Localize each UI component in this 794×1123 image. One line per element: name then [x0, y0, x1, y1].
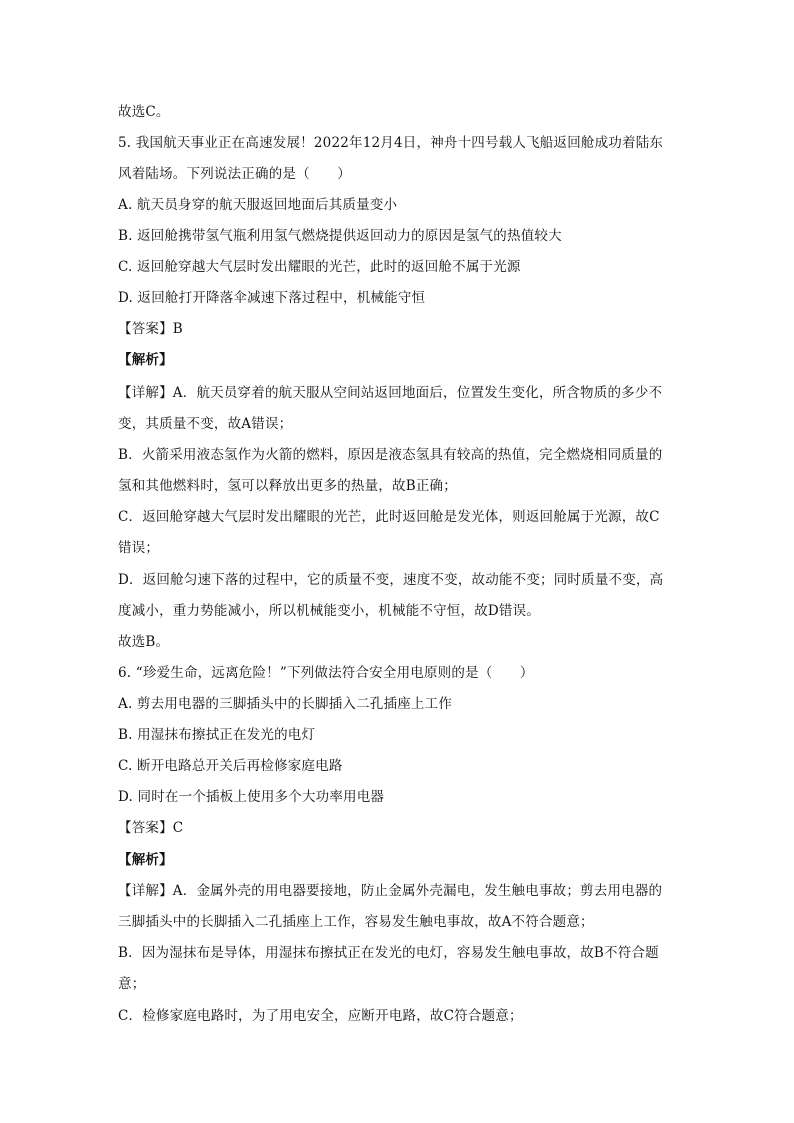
question-5-option-c: C. 返回舱穿越大气层时发出耀眼的光芒，此时的返回舱不属于光源 — [118, 259, 521, 275]
question-5-detail-line-6: 错误； — [118, 540, 160, 556]
question-5-detail-line-5: C．返回舱穿越大气层时发出耀眼的光芒，此时返回舱是发光体，则返回舱属于光源，故C — [118, 509, 660, 525]
question-5-detail-line-8: 度减小，重力势能减小，所以机械能变小，机械能不守恒，故D错误。 — [118, 603, 541, 619]
question-6-detail-line-2: 三脚插头中的长脚插入二孔插座上工作，容易发生触电事故，故A不符合题意； — [118, 914, 594, 930]
question-5-stem-line-1: 5. 我国航天事业正在高速发展！2022年12月4日，神舟十四号载人飞船返回舱成功着陆东 — [118, 135, 664, 151]
question-5-detail-line-3: B．火箭采用液态氢作为火箭的燃料，原因是液态氢具有较高的热值，完全燃烧相同质量的 — [118, 447, 663, 463]
question-6-detail-line-1: 【详解】A．金属外壳的用电器要接地，防止金属外壳漏电，发生触电事故；剪去用电器的 — [118, 883, 663, 899]
question-6-option-a: A. 剪去用电器的三脚插头中的长脚插入二孔插座上工作 — [118, 696, 453, 712]
question-5-detail-line-7: D．返回舱匀速下落的过程中，它的质量不变，速度不变，故动能不变；同时质量不变，高 — [118, 572, 664, 588]
question-5-detail-line-4: 氢和其他燃料时，氢可以释放出更多的热量，故B正确； — [118, 478, 457, 494]
question-5-option-b: B. 返回舱携带氢气瓶利用氢气燃烧提供返回动力的原因是氢气的热值较大 — [118, 228, 562, 244]
question-6-option-c: C. 断开电路总开关后再检修家庭电路 — [118, 758, 343, 774]
answer-conclusion-4: 故选C。 — [118, 104, 170, 120]
question-6-detail-line-3: B．因为湿抹布是导体，用湿抹布擦拭正在发光的电灯，容易发生触电事故，故B不符合题 — [118, 945, 659, 961]
question-5-detail-line-2: 变，其质量不变，故A错误； — [118, 416, 293, 432]
question-6-answer: 【答案】C — [118, 820, 184, 836]
question-6-analysis-heading: 【解析】 — [118, 852, 173, 868]
question-5-stem-line-2: 风着陆场。下列说法正确的是（ ） — [118, 166, 351, 182]
question-6-detail-line-5: C．检修家庭电路时，为了用电安全，应断开电路，故C符合题意； — [118, 1008, 523, 1024]
question-5-option-d: D. 返回舱打开降落伞减速下落过程中，机械能守恒 — [118, 290, 426, 306]
question-6-option-b: B. 用湿抹布擦拭正在发光的电灯 — [118, 727, 316, 743]
question-6-stem: 6. “珍爱生命，远离危险！”下列做法符合安全用电原则的是（ ） — [118, 665, 534, 681]
question-6-detail-line-4: 意； — [118, 976, 146, 992]
question-6-option-d: D. 同时在一个插板上使用多个大功率用电器 — [118, 789, 385, 805]
question-5-answer: 【答案】B — [118, 321, 183, 337]
question-5-analysis-heading: 【解析】 — [118, 352, 173, 368]
question-5-detail-line-1: 【详解】A．航天员穿着的航天服从空间站返回地面后，位置发生变化，所含物质的多少不 — [118, 385, 663, 401]
question-5-conclusion: 故选B。 — [118, 634, 170, 650]
question-5-option-a: A. 航天员身穿的航天服返回地面后其质量变小 — [118, 197, 398, 213]
